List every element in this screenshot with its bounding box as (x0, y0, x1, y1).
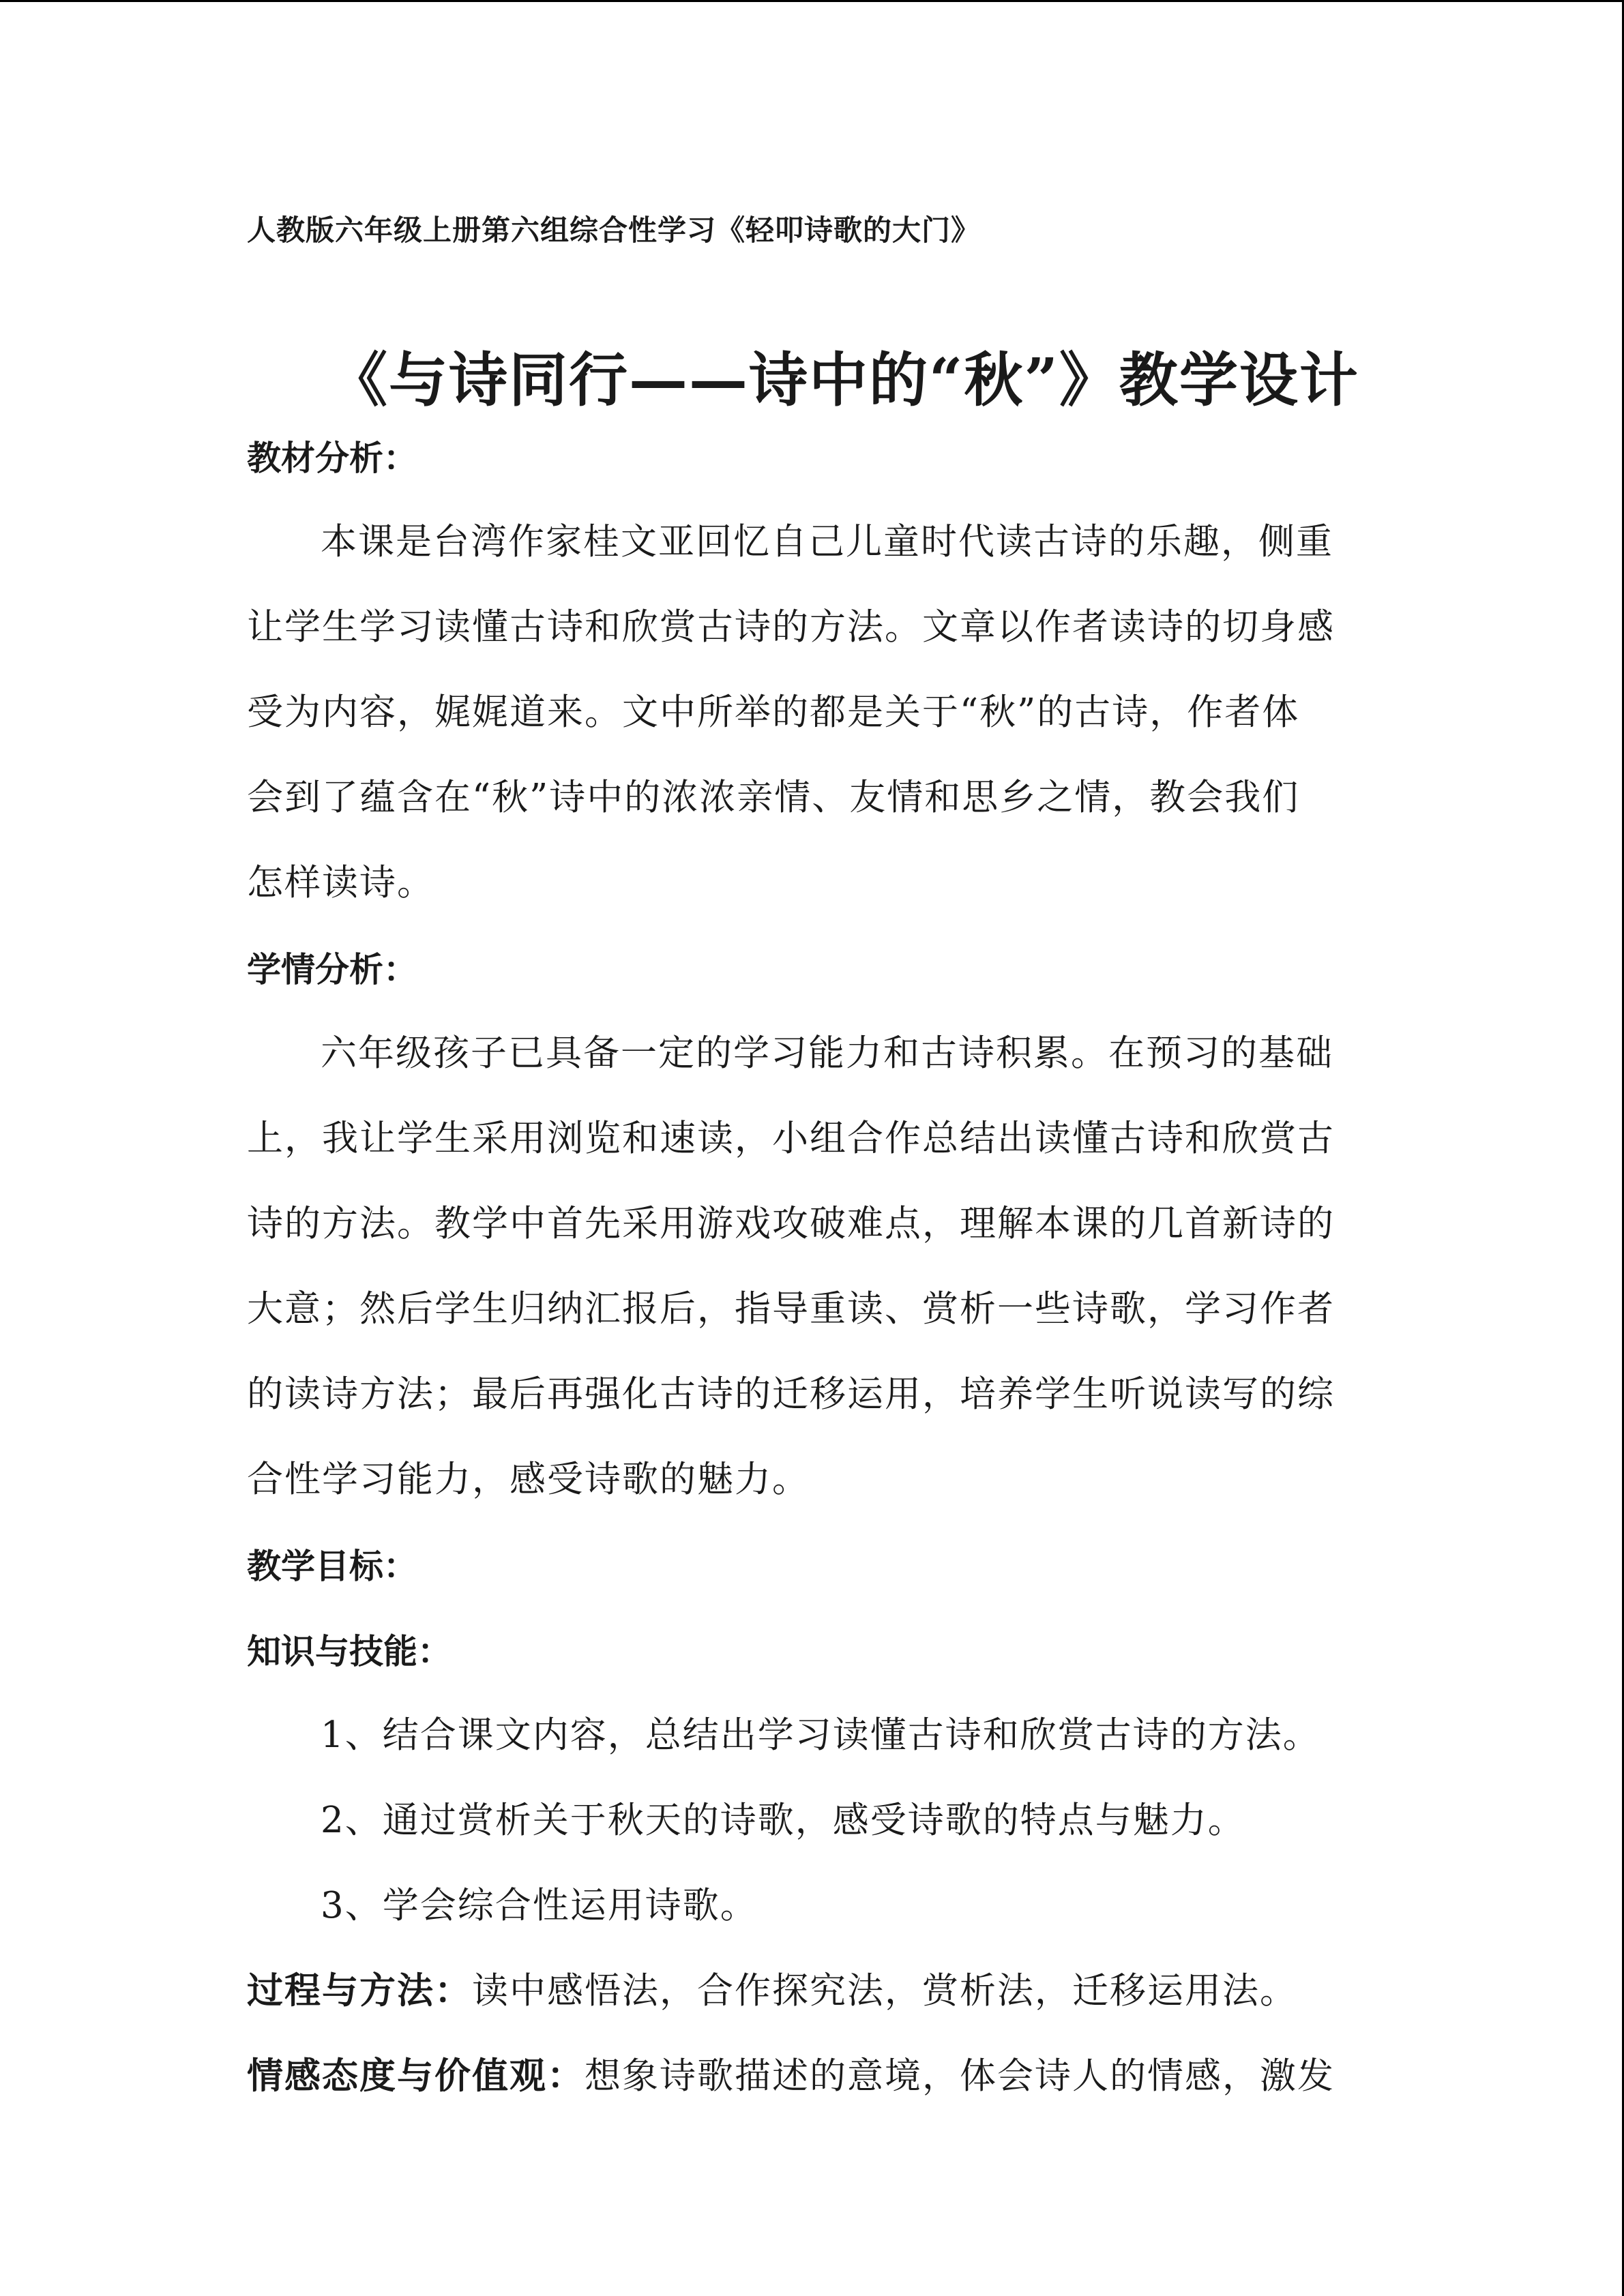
section-heading-material-analysis: 教材分析： (247, 438, 417, 478)
paragraph-line: 本课是台湾作家桂文亚回忆自己儿童时代读古诗的乐趣，侧重 (321, 521, 1333, 563)
goal-item: 2、通过赏析关于秋天的诗歌，感受诗歌的特点与魅力。 (321, 1800, 1245, 1841)
subheading-knowledge-skills: 知识与技能： (247, 1631, 452, 1671)
paragraph-line: 上，我让学生采用浏览和速读，小组合作总结出读懂古诗和欣赏古 (247, 1118, 1335, 1159)
paragraph-line: 诗的方法。教学中首先采用游戏攻破难点，理解本课的几首新诗的 (247, 1203, 1335, 1244)
section-heading-teaching-goals: 教学目标： (247, 1546, 417, 1586)
document-subtitle: 人教版六年级上册第六组综合性学习《轻叩诗歌的大门》 (247, 213, 981, 247)
paragraph-line: 怎样读诗。 (247, 862, 434, 904)
goal-item: 3、学会综合性运用诗歌。 (321, 1885, 758, 1926)
emotion-values-line (247, 2047, 1335, 2099)
document-title: 《与诗同行——诗中的“秋”》教学设计 (329, 346, 1359, 415)
paragraph-line: 的读诗方法；最后再强化古诗的迁移运用，培养学生听说读写的综 (247, 1373, 1335, 1415)
paragraph-line: 会到了蕴含在“秋”诗中的浓浓亲情、友情和思乡之情，教会我们 (247, 777, 1300, 818)
process-method-label: 过程与方法： (247, 1969, 472, 2012)
paragraph-line: 受为内容，娓娓道来。文中所举的都是关于“秋”的古诗，作者体 (247, 691, 1300, 733)
page-border-top (0, 0, 1624, 2)
paragraph-line: 让学生学习读懂古诗和欣赏古诗的方法。文章以作者读诗的切身感 (247, 606, 1335, 648)
process-method-line (247, 1962, 1297, 2014)
emotion-values-label: 情感态度与价值观： (247, 2055, 585, 2097)
goal-item: 1、结合课文内容，总结出学习读懂古诗和欣赏古诗的方法。 (321, 1714, 1320, 1756)
paragraph-line: 大意；然后学生归纳汇报后，指导重读、赏析一些诗歌，学习作者 (247, 1288, 1335, 1330)
section-heading-student-analysis: 学情分析： (247, 949, 417, 989)
paragraph-line: 六年级孩子已具备一定的学习能力和古诗积累。在预习的基础 (321, 1032, 1333, 1074)
process-method-text: 读中感悟法，合作探究法，赏析法，迁移运用法。 (472, 1970, 1297, 2012)
emotion-values-text: 想象诗歌描述的意境，体会诗人的情感，激发 (585, 2055, 1335, 2097)
paragraph-line: 合性学习能力，感受诗歌的魅力。 (247, 1459, 810, 1500)
